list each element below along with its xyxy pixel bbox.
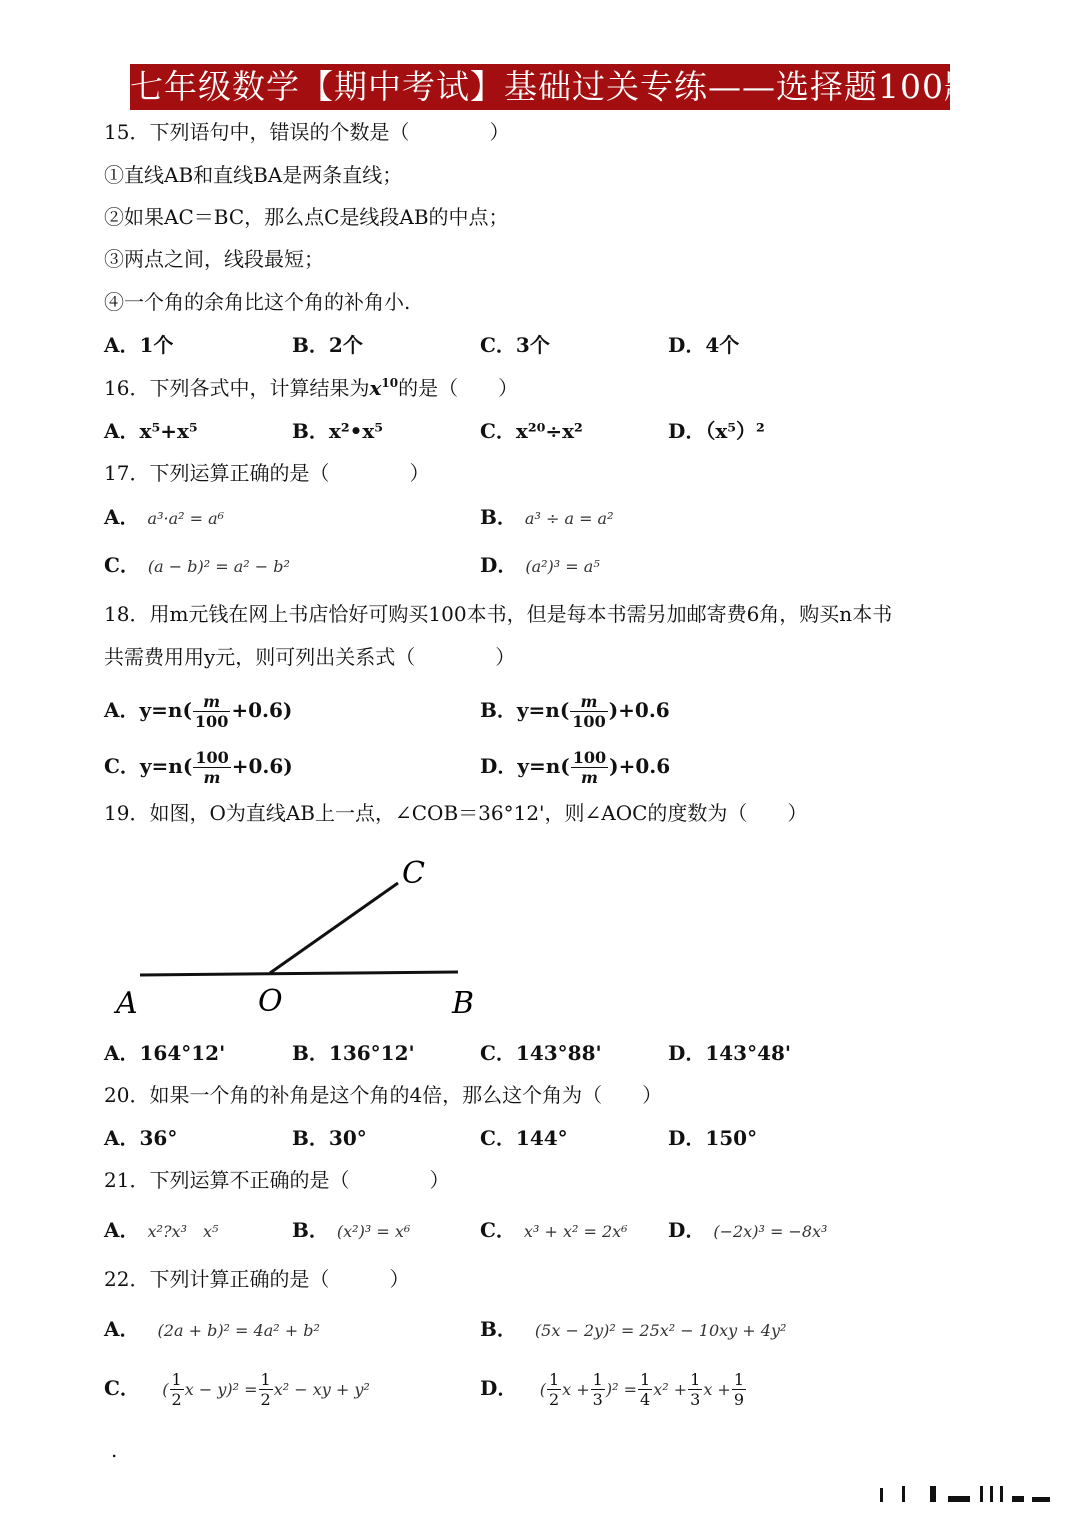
q22-d-frac-4-num: 1 (690, 1370, 701, 1389)
q21-option-a (104, 1216, 218, 1246)
q17-c-expr: (a − b)² = a² − b² (147, 557, 290, 576)
q18-b-den: 100 (572, 712, 606, 731)
q22-c-frac-2 (259, 1370, 273, 1409)
q22-d-frac-1-num: 1 (548, 1370, 560, 1389)
q15-option-b: B．2个 (292, 333, 363, 357)
q16-stem-var: x (369, 376, 382, 400)
q17-c-label: C． (104, 553, 140, 577)
q18-option-d (480, 748, 670, 787)
q18-d-post: )+0.6 (609, 754, 671, 778)
q17-option-b (480, 503, 614, 533)
q22-a-expr: (2a + b)² = 4a² + b² (157, 1321, 320, 1340)
q16-option-c: C．x²⁰÷x² (480, 419, 583, 443)
q16-option-d: D．（x⁵）² (668, 419, 765, 443)
q22-d-paren: ( (539, 1380, 546, 1399)
watermark-bar (948, 1496, 970, 1502)
question-19-stem: 19．如图，O为直线AB上一点，∠COB＝36°12'，则∠AOC的度数为（ ） (104, 801, 808, 825)
q18-c-fraction (193, 748, 230, 787)
q18-a-num: m (193, 692, 230, 712)
q22-c-tail: x² − xy + y² (273, 1380, 370, 1399)
q16-stem-exp: 10 (381, 376, 399, 390)
q21-d-expr: (−2x)³ = −8x³ (713, 1222, 828, 1241)
q18-a-pre: y=n( (139, 698, 192, 722)
q20-option-c: C．144° (480, 1126, 568, 1150)
q22-c-paren: ( (162, 1380, 169, 1399)
q20-option-b: B．30° (292, 1126, 367, 1150)
q17-a-label: A． (104, 505, 140, 529)
q22-d-frac-3 (638, 1370, 652, 1409)
question-15-statement-3: ③两点之间，线段最短； (104, 247, 324, 271)
q22-d-label: D． (480, 1376, 518, 1400)
q22-d-frac-3-den: 4 (640, 1390, 651, 1409)
q18-b-fraction (570, 692, 607, 731)
q15-option-d: D．4个 (668, 333, 740, 357)
q17-d-expr: (a²)³ = a⁵ (525, 557, 600, 576)
ray-oc (270, 883, 398, 973)
q22-c-mid: x − y)² = (184, 1380, 258, 1399)
q15-option-c: C．3个 (480, 333, 550, 357)
question-22-stem: 22．下列计算正确的是（ ） (104, 1267, 410, 1291)
footer-dot: . (111, 1438, 118, 1462)
q22-d-x-plus: x + (562, 1380, 590, 1399)
q22-d-frac-4-den: 3 (690, 1390, 701, 1409)
watermark-bar (930, 1486, 936, 1502)
q17-option-c (104, 551, 290, 581)
q22-c-frac-2-num: 1 (260, 1370, 271, 1389)
q21-option-b (292, 1216, 410, 1246)
q22-d-x-plus-2: x + (703, 1380, 731, 1399)
q16-option-b: B．x²•x⁵ (292, 419, 384, 443)
q18-d-pre: y=n( (517, 754, 570, 778)
q22-d-frac-5 (732, 1370, 746, 1409)
q18-option-a (104, 692, 292, 731)
q22-option-a (104, 1315, 320, 1345)
question-17-stem: 17．下列运算正确的是（ ） (104, 461, 430, 485)
question-15-statement-1: ①直线AB和直线BA是两条直线； (104, 163, 403, 187)
q21-a-expr: x²?x³ x⁵ (147, 1222, 219, 1241)
q18-option-b (480, 692, 670, 731)
q22-option-d (480, 1370, 747, 1409)
q18-c-den: m (203, 768, 221, 787)
q18-b-label: B． (480, 698, 517, 722)
q22-d-frac-5-den: 9 (733, 1390, 745, 1409)
question-20-stem: 20．如果一个角的补角是这个角的4倍，那么这个角为（ ） (104, 1083, 663, 1107)
question-18-stem-line-1: 18．用m元钱在网上书店恰好可购买100本书，但是每本书需另加邮寄费6角，购买n本书 (104, 602, 893, 626)
q18-option-c (104, 748, 293, 787)
watermark-bar (902, 1486, 905, 1502)
q22-d-frac-5-num: 1 (733, 1370, 745, 1389)
question-15-statement-2: ②如果AC＝BC，那么点C是线段AB的中点； (104, 205, 509, 229)
watermark-bar (980, 1486, 983, 1502)
q18-a-den: 100 (194, 712, 229, 731)
q20-option-a: A．36° (104, 1126, 178, 1150)
q22-d-frac-2-den: 3 (592, 1390, 603, 1409)
watermark-bar (990, 1486, 993, 1502)
q22-d-frac-1 (547, 1370, 561, 1409)
q16-option-a: A．x⁵+x⁵ (104, 419, 198, 443)
point-c-label: C (402, 856, 425, 891)
question-15-stem: 15．下列语句中，错误的个数是（ ） (104, 120, 510, 144)
q17-d-label: D． (480, 553, 518, 577)
q21-option-c (480, 1216, 628, 1246)
q19-option-d: D．143°48' (668, 1041, 792, 1065)
q15-option-a: A．1个 (104, 333, 174, 357)
q18-c-num: 100 (195, 748, 229, 767)
q18-b-post: )+0.6 (608, 698, 670, 722)
q18-c-pre: y=n( (139, 754, 193, 778)
line-ab (140, 972, 458, 975)
q22-a-label: A． (104, 1317, 140, 1341)
q22-c-frac-2-den: 2 (260, 1390, 271, 1409)
q22-d-frac-3-num: 1 (640, 1370, 651, 1389)
q17-option-a (104, 503, 224, 533)
watermark-bar (1000, 1486, 1003, 1502)
q18-d-den: m (580, 768, 598, 787)
q22-c-frac-1-den: 2 (171, 1390, 182, 1409)
q16-stem-pre: 16．下列各式中，计算结果为 (104, 376, 370, 400)
q18-b-pre: y=n( (516, 698, 570, 722)
q17-b-expr: a³ ÷ a = a² (524, 509, 614, 528)
q21-d-label: D． (668, 1218, 706, 1242)
point-a-label: A (116, 986, 138, 1021)
point-o-label: O (258, 984, 283, 1019)
q18-a-post: +0.6) (231, 698, 293, 722)
q19-option-b: B．136°12' (292, 1041, 415, 1065)
angle-diagram (100, 845, 520, 1030)
q21-c-expr: x³ + x² = 2x⁶ (523, 1222, 628, 1241)
question-21-stem: 21．下列运算不正确的是（ ） (104, 1168, 450, 1192)
q17-a-expr: a³·a² = a⁶ (147, 509, 225, 528)
q22-b-label: B． (480, 1317, 517, 1341)
question-16-stem (104, 374, 518, 402)
question-18-stem-line-2: 共需费用用y元，则可列出关系式（ ） (104, 645, 516, 669)
q22-c-frac-1 (170, 1370, 184, 1409)
q22-d-x2-plus: x² + (653, 1380, 688, 1399)
watermark-bar (1032, 1497, 1050, 1502)
q18-a-label: A． (104, 698, 140, 722)
q22-d-frac-4 (688, 1370, 702, 1409)
q22-b-expr: (5x − 2y)² = 25x² − 10xy + 4y² (534, 1321, 787, 1340)
q18-a-fraction (193, 692, 230, 731)
q18-d-num: 100 (572, 748, 607, 767)
q17-option-d (480, 551, 600, 581)
q22-c-label: C． (104, 1376, 140, 1400)
q22-d-equals: )² = (605, 1380, 637, 1399)
q18-c-post: +0.6) (231, 754, 293, 778)
point-b-label: B (452, 986, 475, 1021)
watermark-bar (1012, 1496, 1024, 1502)
q22-option-b (480, 1315, 786, 1345)
q19-option-c: C．143°88' (480, 1041, 602, 1065)
page-title: 七年级数学【期中考试】基础过关专练——选择题100题 (130, 64, 950, 110)
q21-b-label: B． (292, 1218, 329, 1242)
q21-c-label: C． (480, 1218, 516, 1242)
q22-d-frac-2-num: 1 (592, 1370, 603, 1389)
watermark-bar (880, 1488, 883, 1502)
q18-b-num: m (570, 692, 607, 712)
q21-a-label: A． (104, 1218, 140, 1242)
q18-d-fraction (571, 748, 608, 787)
q18-d-label: D． (480, 754, 518, 778)
q19-option-a: A．164°12' (104, 1041, 226, 1065)
question-15-statement-4: ④一个角的余角比这个角的补角小. (104, 290, 411, 314)
q21-option-d (668, 1216, 827, 1246)
q16-stem-post: 的是（ ） (398, 376, 519, 400)
q22-d-frac-1-den: 2 (548, 1390, 560, 1409)
q22-c-frac-1-num: 1 (171, 1370, 182, 1389)
q21-b-expr: (x²)³ = x⁶ (336, 1222, 411, 1241)
q22-d-frac-2 (591, 1370, 605, 1409)
q22-option-c (104, 1370, 370, 1409)
q17-b-label: B． (480, 505, 517, 529)
q18-c-label: C． (104, 754, 140, 778)
q20-option-d: D．150° (668, 1126, 758, 1150)
